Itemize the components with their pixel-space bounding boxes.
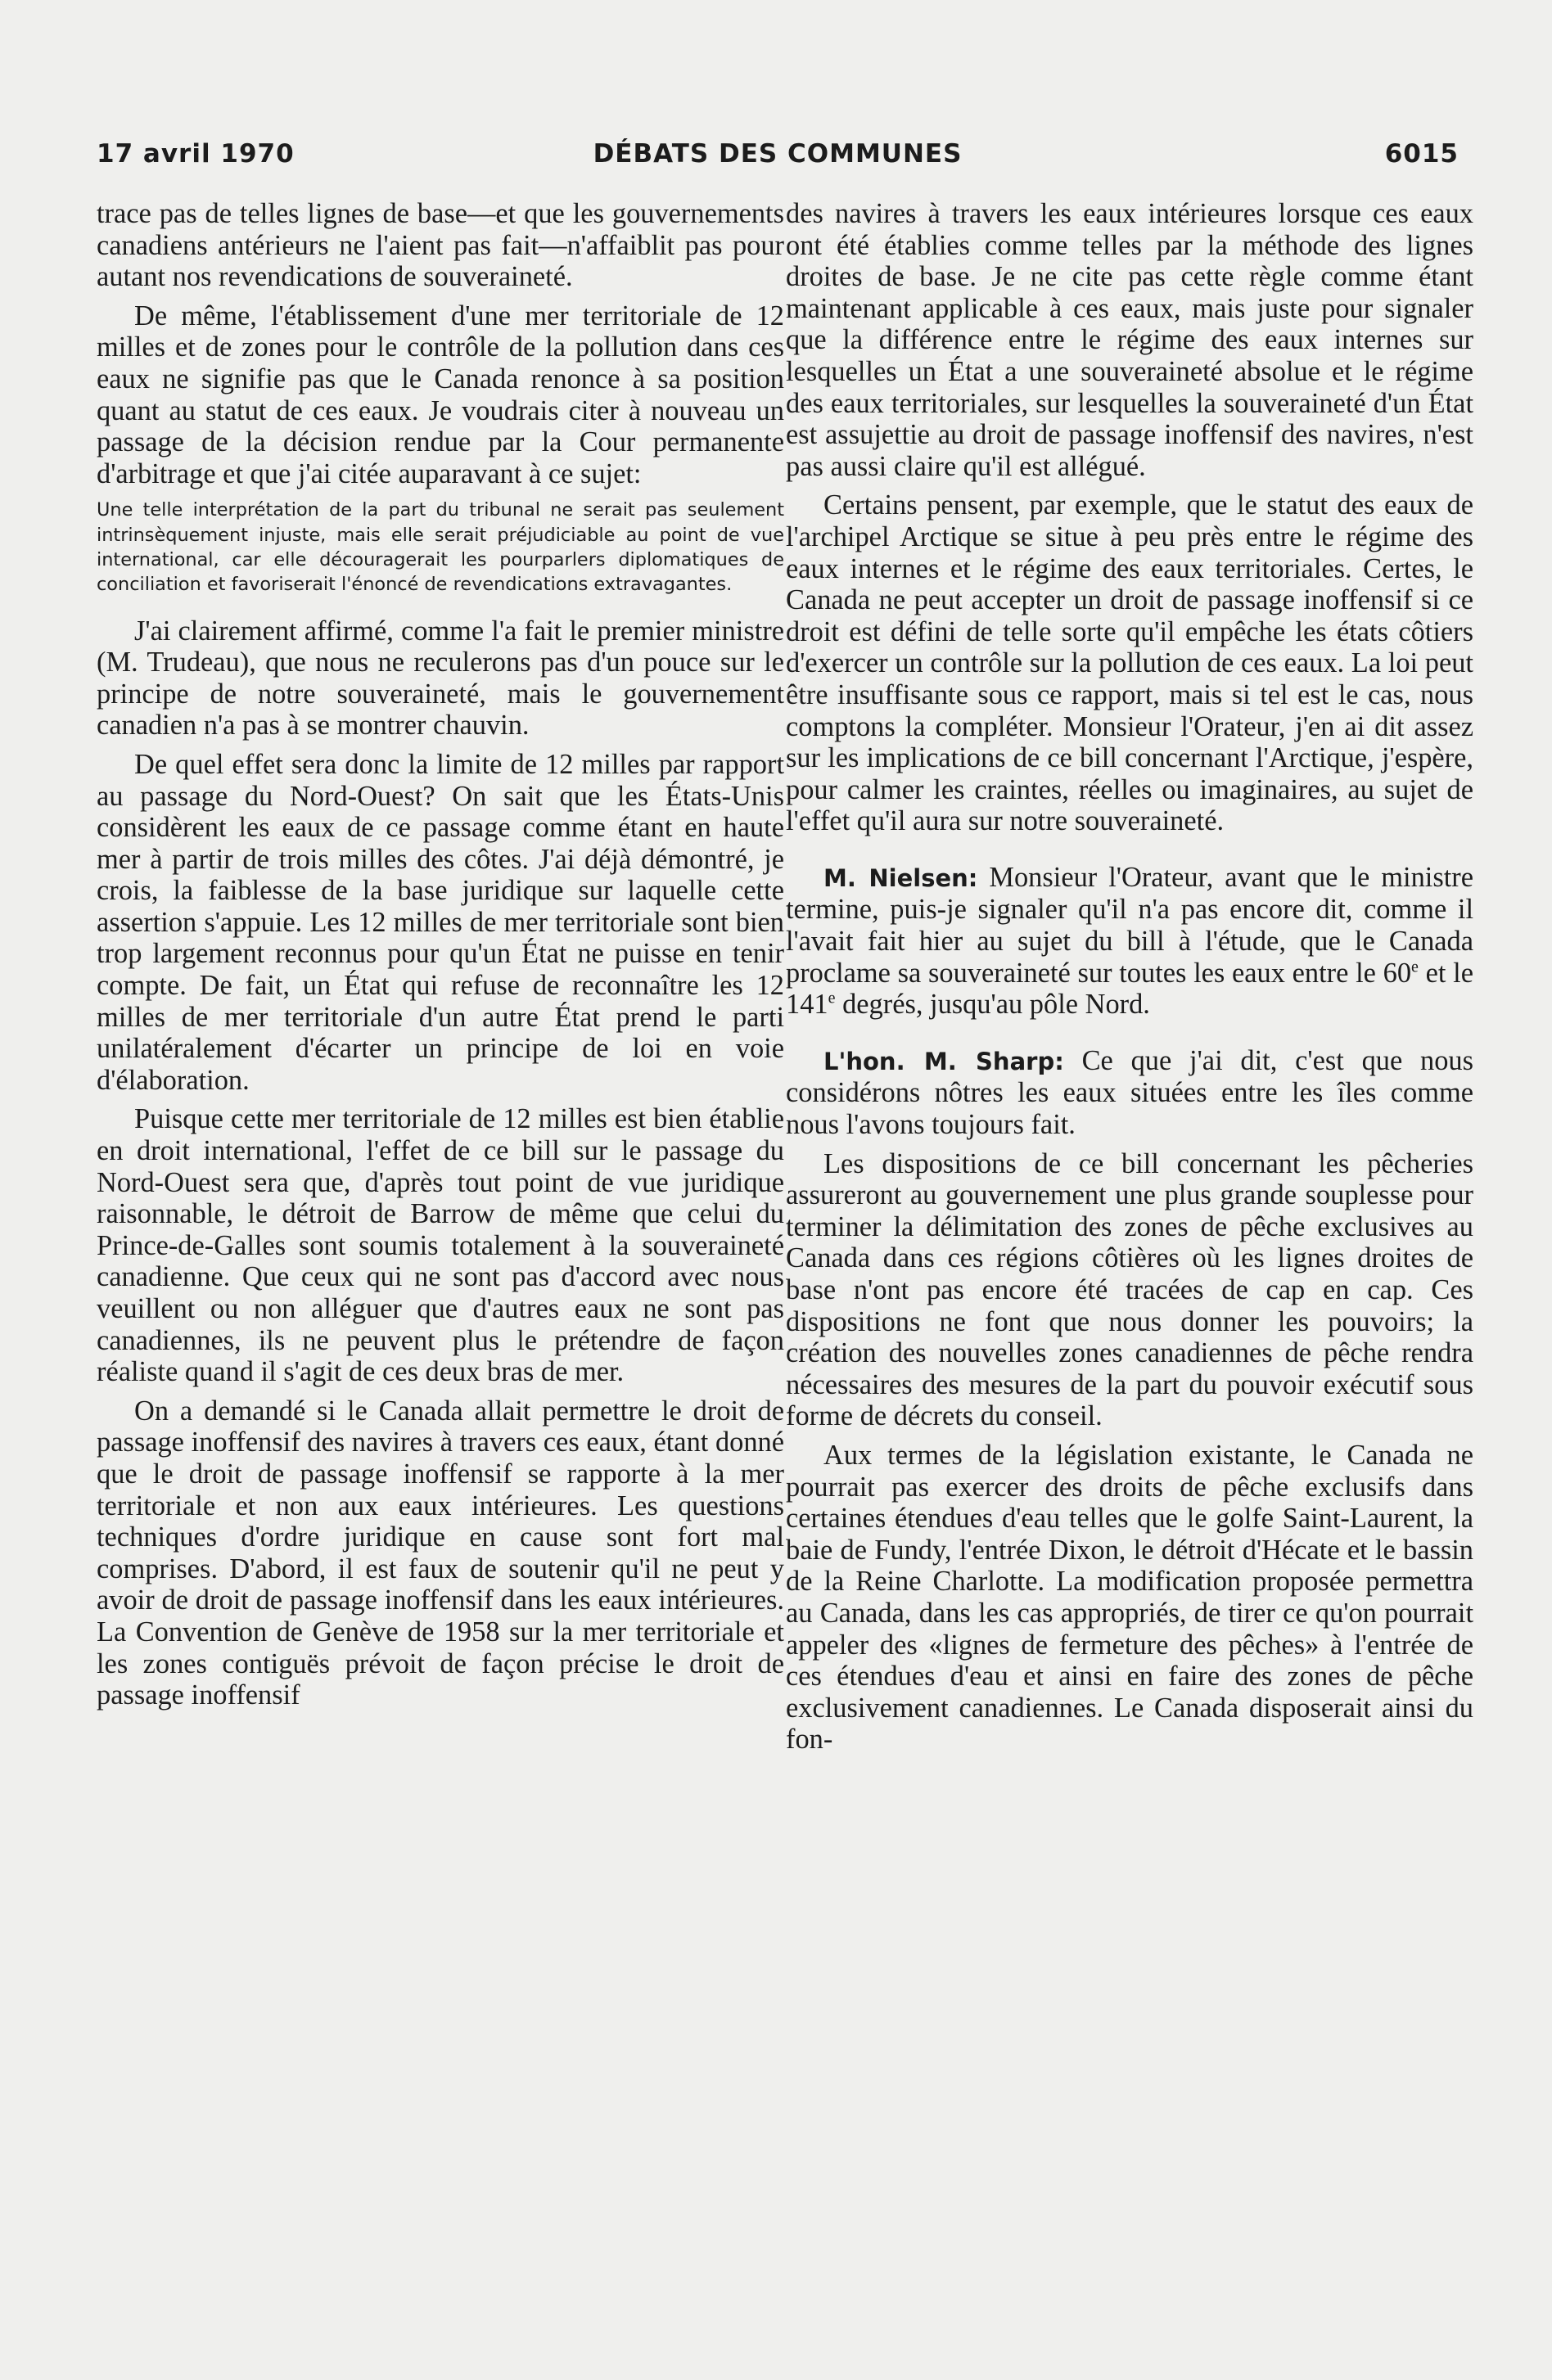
header-date: 17 avril 1970: [97, 139, 295, 169]
page-number: 6015: [1384, 139, 1459, 169]
paragraph: De même, l'établissement d'une mer territoriale de 12 milles et de zones pour le contrôle de la pollution dans ces eaux ne signifie pas que le Canada renonce à sa position quant au statut de ces eaux. Je voudrais citer à nouveau un passage de la décision rendue par la Cour permanente d'arbitrage et que j'ai citée auparavant à ce sujet:: [97, 300, 784, 489]
header-title: DÉBATS DES COMMUNES: [593, 139, 963, 169]
paragraph: des navires à travers les eaux intérieures lorsque ces eaux ont été établies comme telles par la méthode des lignes droites de base. Je ne cite pas cette règle comme étant maintenant applicable à ces eaux, mais juste pour signaler que la différence entre le régime des eaux internes sur lesquelles un État a une souveraineté absolue et le régime des eaux territoriales, sur lesquelles la souveraineté d'un État est assujettie au droit de passage inoffensif des navires, n'est pas aussi claire qu'il est allégué.: [786, 198, 1473, 482]
page-header: [97, 137, 1459, 178]
speech-text: Ce que j'ai dit, c'est que nous considérons nôtres les eaux situées entre les îles comme nous l'avons toujours fait.: [786, 1044, 1473, 1141]
block-quote: Une telle interprétation de la part du tribunal ne serait pas seulement intrinsèquement injuste, mais elle serait préjudiciable au point de vue international, car elle découragerait les pourparlers diplomatiques de conciliation et favoriserait l'énoncé de revendications extravagantes.: [97, 499, 784, 596]
speech-text: Monsieur l'Orateur, avant que le ministre termine, puis-je signaler qu'il n'a pas encore dit, comme il l'avait fait hier au sujet du bill à l'étude, que le Canada proclame sa souveraineté sur toutes les eaux entre le 60: [786, 861, 1473, 989]
speaker-name: L'hon. M. Sharp:: [823, 1047, 1064, 1075]
paragraph: Aux termes de la législation existante, le Canada ne pourrait pas exercer des droits de pêche exclusifs dans certaines étendues d'eau telles que le golfe Saint-Laurent, la baie de Fundy, l'entrée Dixon, le détroit d'Hécate et le bassin de la Reine Charlotte. La modification proposée permettra au Canada, dans les cas appropriés, de tirer ce qu'on pourrait appeler des «lignes de fermeture des pêches» à l'entrée de ces étendues d'eau et ainsi en faire des zones de pêche exclusivement canadiennes. Le Canada disposerait ainsi du fon-: [786, 1439, 1473, 1756]
paragraph: De quel effet sera donc la limite de 12 milles par rapport au passage du Nord-Ouest? On sait que les États-Unis considèrent les eaux de ce passage comme étant en haute mer à partir de trois milles des côtes. J'ai déjà démontré, je crois, la faiblesse de la base juridique sur laquelle cette assertion s'appuie. Les 12 milles de mer territoriale sont bien trop largement reconnus pour qu'un État ne puisse en tenir compte. De fait, un État qui refuse de reconnaître les 12 milles de mer territoriale d'un autre État prend le parti unilatéralement d'écarter un principe de loi en voie d'élaboration.: [97, 748, 784, 1096]
speaker-paragraph: [786, 862, 1473, 1021]
paragraph: Les dispositions de ce bill concernant les pêcheries assureront au gouvernement une plus grande souplesse pour terminer la délimitation des zones de pêche exclusives au Canada dans ces régions côtières où les lignes droites de base n'ont pas encore été tracées de cap en cap. Ces dispositions ne font que nous donner les pouvoirs; la création des nouvelles zones canadiennes de pêche rendra nécessaires des mesures de la part du pouvoir exécutif sous forme de décrets du conseil.: [786, 1147, 1473, 1432]
speech-text: et le 141: [786, 957, 1473, 1021]
speech-text: degrés, jusqu'au pôle Nord.: [835, 989, 1150, 1021]
paragraph: J'ai clairement affirmé, comme l'a fait le premier ministre (M. Trudeau), que nous ne reculerons pas d'un pouce sur le principe de notre souveraineté, mais le gouvernement canadien n'a pas à se montrer chauvin.: [97, 615, 784, 741]
paragraph: Certains pensent, par exemple, que le statut des eaux de l'archipel Arctique se situe à peu près entre le régime des eaux internes et le régime des eaux territoriales. Certes, le Canada ne peut accepter un droit de passage inoffensif si ce droit est défini de telle sorte qu'il empêche les états côtiers d'exercer un contrôle sur la pollution de ces eaux. La loi peut être insuffisante sous ce rapport, mais si tel est le cas, nous comptons la compléter. Monsieur l'Orateur, j'en ai dit assez sur les implications de ce bill concernant l'Arctique, j'espère, pour calmer les craintes, réelles ou imaginaires, au sujet de l'effet qu'il aura sur notre souveraineté.: [786, 489, 1473, 837]
superscript: e: [828, 989, 836, 1007]
speaker-name: M. Nielsen:: [823, 863, 978, 892]
superscript: e: [1411, 958, 1419, 976]
paragraph: On a demandé si le Canada allait permettre le droit de passage inoffensif des navires à travers ces eaux, étant donné que le droit de passage inoffensif se rapporte à la mer territoriale et non aux eaux intérieures. Les questions techniques d'ordre juridique en cause sont fort mal comprises. D'abord, il est faux de soutenir qu'il ne peut y avoir de droit de passage inoffensif dans les eaux intérieures. La Convention de Genève de 1958 sur la mer territoriale et les zones contiguës prévoit de façon précise le droit de passage inoffensif: [97, 1395, 784, 1711]
paragraph: Puisque cette mer territoriale de 12 milles est bien établie en droit international, l'effet de ce bill sur le passage du Nord-Ouest sera que, d'après tout point de vue juridique raisonnable, le détroit de Barrow de même que celui du Prince-de-Galles sont soumis totalement à la souveraineté canadienne. Que ceux qui ne sont pas d'accord avec nous veuillent ou non alléguer que d'autres eaux ne sont pas canadiennes, ils ne peuvent plus le prétendre de façon réaliste quand il s'agit de ces deux bras de mer.: [97, 1103, 784, 1388]
right-column: [786, 198, 1473, 1763]
left-column: [97, 198, 784, 1719]
paragraph: trace pas de telles lignes de base—et que les gouvernements canadiens antérieurs ne l'aient pas fait—n'affaiblit pas pour autant nos revendications de souveraineté.: [97, 198, 784, 293]
speaker-paragraph: [786, 1045, 1473, 1141]
